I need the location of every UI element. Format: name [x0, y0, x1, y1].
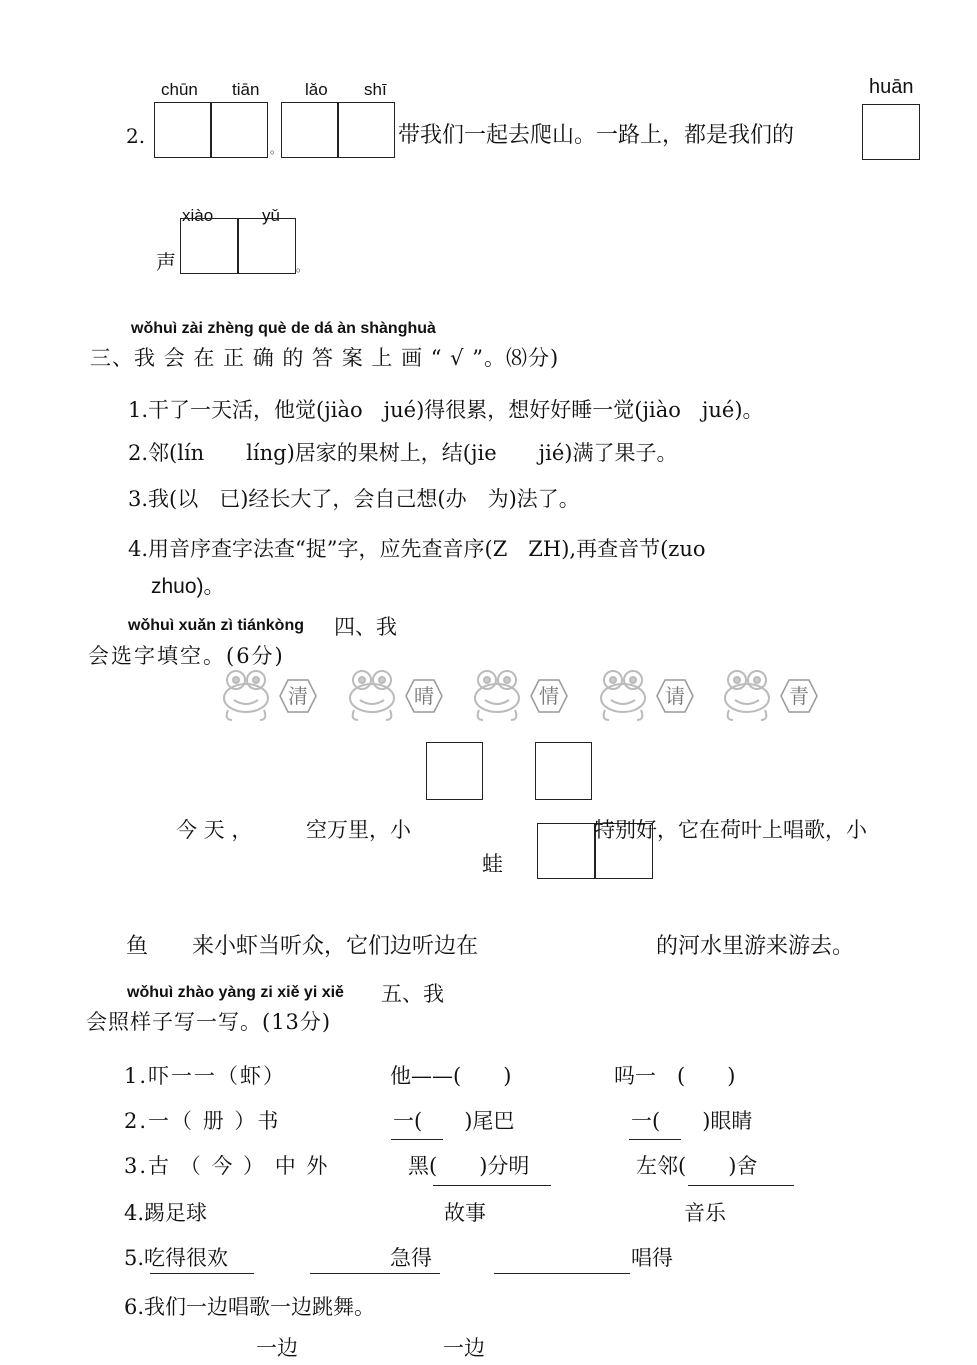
- section3-item-1: 1.干了一天活，他觉(jiào jué)得很累，想好好睡一觉(jiào jué)。: [128, 398, 764, 422]
- frog-choice-2[interactable]: [346, 666, 452, 726]
- row2-underline-3: [629, 1139, 681, 1140]
- answer-box-yu[interactable]: [237, 218, 296, 274]
- row1-example: 1.吓一一（虾）: [124, 1064, 287, 1088]
- row2-example: 2.一（ 册 ）书: [124, 1109, 281, 1133]
- section5-title-b: 会照样子写一写。(13分): [86, 1010, 332, 1034]
- fill-box-3[interactable]: [537, 823, 596, 879]
- section3-item-4-cont: zhuo)。: [151, 575, 225, 598]
- row2-underline-2: [391, 1139, 443, 1140]
- frog-choice-4[interactable]: [597, 666, 703, 726]
- row1-item-2[interactable]: 他——( ): [390, 1064, 512, 1088]
- row3-underline-2: [433, 1185, 551, 1186]
- row5-item-3: 唱得: [631, 1246, 673, 1270]
- section4-title-b: 会选字填空。(6分): [88, 644, 285, 668]
- section4-sentence2-b: 来小虾当听众，它们边听边在: [192, 934, 479, 959]
- row2-item-2[interactable]: 一( )尾巴: [393, 1109, 515, 1133]
- frog-choice-1[interactable]: [220, 666, 326, 726]
- section3-item-3: 3.我(以 已)经长大了，会自己想(办 为)法了。: [128, 487, 580, 511]
- q2-end-dot: 。: [296, 260, 309, 274]
- choice-char: 情: [539, 684, 559, 708]
- section4-sentence1-a: 今 天 ，: [176, 818, 253, 842]
- section4-pinyin: wǒhuì xuǎn zì tiánkòng: [128, 617, 304, 634]
- q2-small-dot: 。: [270, 142, 283, 156]
- row5-example: 5.吃得很欢: [124, 1246, 229, 1270]
- pinyin-huan: huān: [869, 76, 914, 98]
- answer-box-huan[interactable]: [862, 104, 920, 160]
- row4-item-2[interactable]: 故事: [444, 1201, 486, 1225]
- frog-choice-3[interactable]: [471, 666, 577, 726]
- frog-icon: [475, 671, 519, 720]
- row4-item-3[interactable]: 音乐: [684, 1201, 726, 1225]
- q2-number: 2.: [126, 124, 146, 148]
- fill-box-2[interactable]: [535, 742, 592, 800]
- section5-pinyin: wǒhuì zhào yàng zi xiě yi xiě: [127, 984, 344, 1001]
- row2-item-3[interactable]: 一( )眼睛: [631, 1109, 753, 1133]
- frog-choice-5[interactable]: [721, 666, 827, 726]
- row5-underline-3[interactable]: [494, 1273, 630, 1274]
- answer-box-lao[interactable]: [281, 102, 339, 158]
- answer-box-chun[interactable]: [154, 102, 212, 158]
- row5-item-2: 急得: [390, 1246, 432, 1270]
- frog-icon: [350, 671, 394, 720]
- row6-item-1[interactable]: 一边: [256, 1336, 298, 1360]
- section3-item-2: 2.邻(lín líng)居家的果树上，结(jie jié)满了果子。: [128, 441, 678, 465]
- choice-char: 请: [665, 684, 685, 708]
- pinyin-lao: lǎo: [305, 80, 328, 99]
- row3-underline-3: [688, 1185, 794, 1186]
- section3-title: 三、我 会 在 正 确 的 答 案 上 画 “ √ ”。⑻分): [90, 346, 560, 370]
- row5-underline-2[interactable]: [310, 1273, 440, 1274]
- section4-sentence2-c: 的河水里游来游去。: [656, 934, 855, 959]
- choice-char: 晴: [414, 684, 434, 708]
- sheng-char: 声: [156, 250, 176, 274]
- row1-item-3[interactable]: 吗一 ( ): [614, 1064, 736, 1088]
- fill-box-1[interactable]: [426, 742, 483, 800]
- answer-box-xiao[interactable]: [180, 218, 239, 274]
- row3-example: 3.古 （ 今 ） 中 外: [124, 1154, 330, 1178]
- row5-underline-1: [150, 1273, 254, 1274]
- section4-wa: 蛙: [482, 852, 503, 876]
- row6-item-2[interactable]: 一边: [443, 1336, 485, 1360]
- pinyin-tian: tiān: [232, 80, 260, 99]
- section4-sentence1-c: 特别好，它在荷叶上唱歌，小: [594, 818, 867, 842]
- section4-sentence1-b: 空万里，小: [306, 818, 411, 842]
- row3-item-3[interactable]: 左邻( )舍: [636, 1154, 758, 1178]
- pinyin-shi: shī: [364, 80, 387, 99]
- answer-box-shi[interactable]: [337, 102, 395, 158]
- choice-char: 清: [288, 684, 308, 708]
- section4-title-a: 四、我: [334, 615, 397, 639]
- frog-icon: [224, 671, 268, 720]
- pinyin-chun: chūn: [161, 80, 198, 99]
- section4-sentence2-a: 鱼: [126, 934, 149, 959]
- answer-box-tian[interactable]: [210, 102, 268, 158]
- row3-item-2[interactable]: 黑( )分明: [408, 1154, 530, 1178]
- section5-title-a: 五、我: [381, 982, 444, 1006]
- q2-sentence: 带我们一起去爬山。一路上，都是我们的: [398, 123, 795, 148]
- pinyin-yu: yǔ: [262, 206, 280, 225]
- choice-char: 青: [789, 684, 809, 708]
- frog-icon: [725, 671, 769, 720]
- section3-pinyin: wǒhuì zài zhèng què de dá àn shànghuà: [131, 320, 436, 337]
- frog-icon: [601, 671, 645, 720]
- section3-item-4: 4.用音序查字法查“捉”字，应先查音序(Z ZH),再查音节(zuo: [128, 537, 706, 561]
- row6-example: 6.我们一边唱歌一边跳舞。: [124, 1295, 376, 1319]
- row4-example: 4.踢足球: [124, 1201, 208, 1225]
- pinyin-xiao: xiào: [182, 206, 214, 225]
